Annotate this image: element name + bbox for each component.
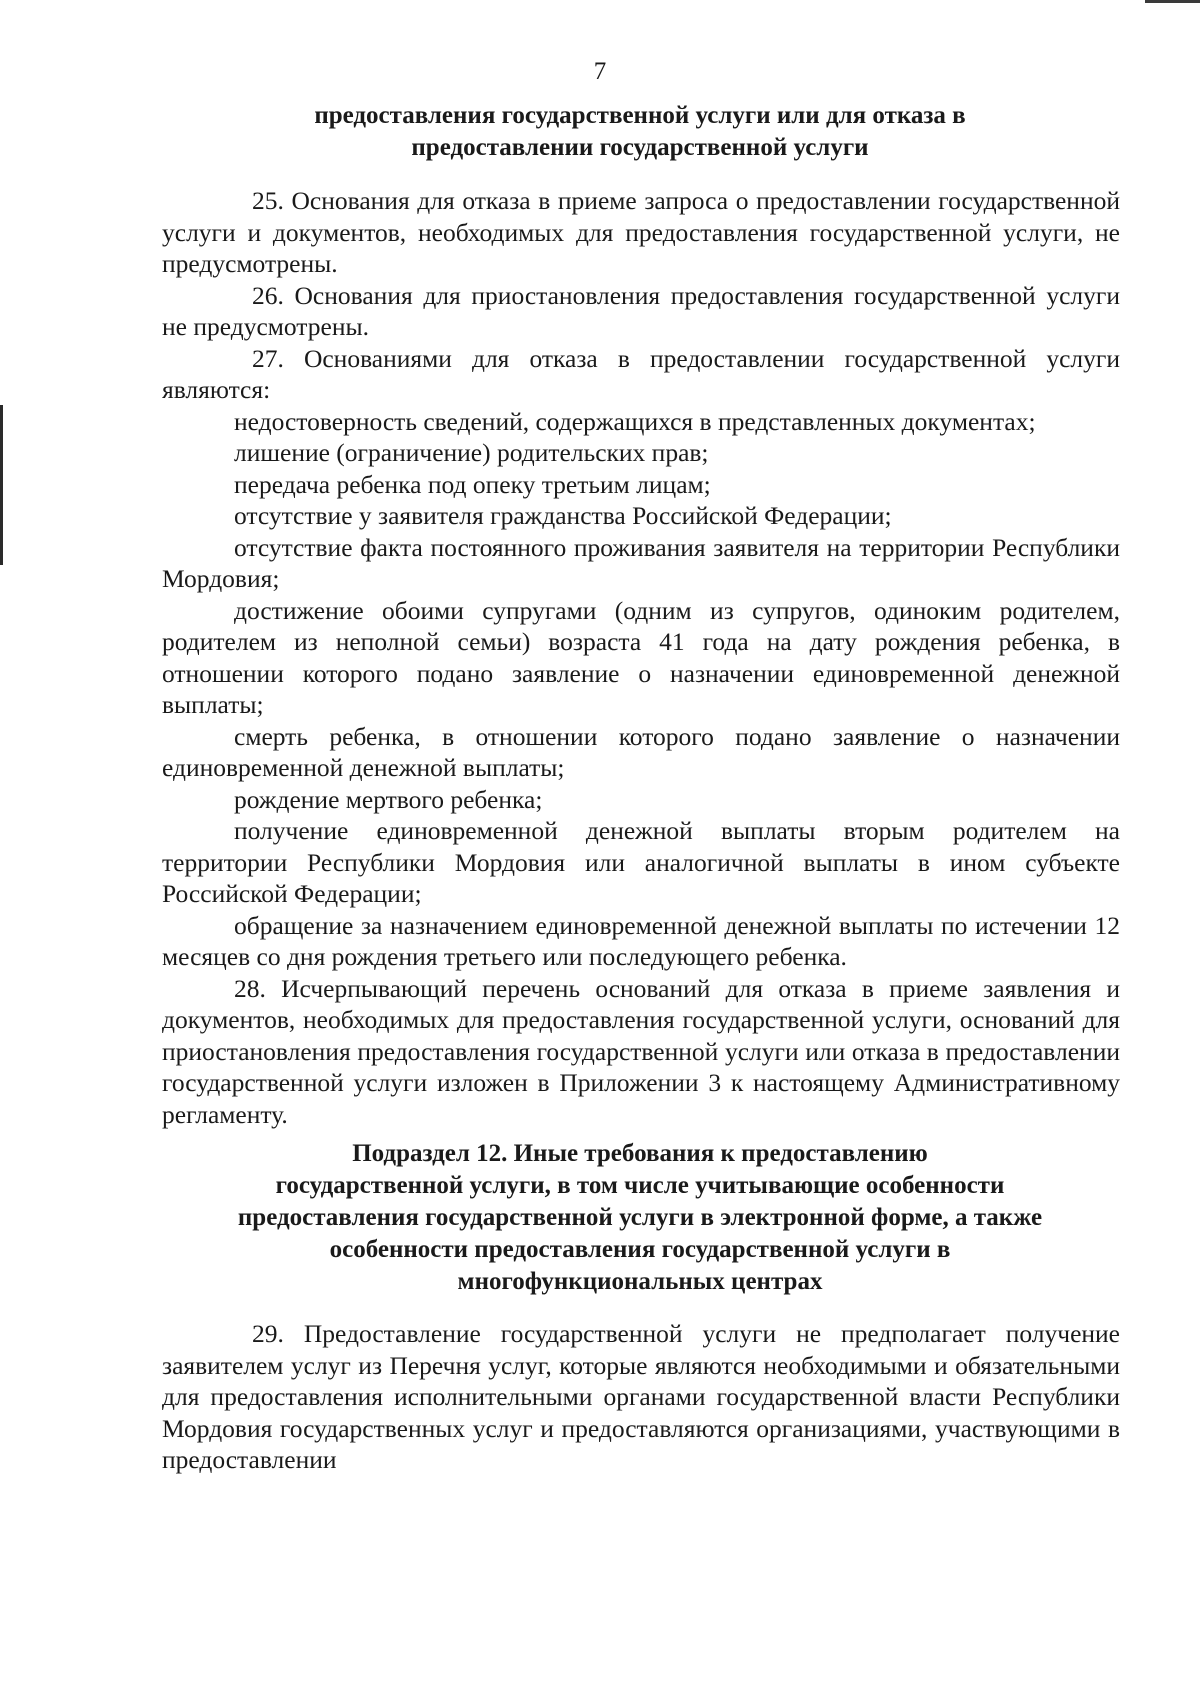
paragraph-29: 29. Предоставление государственной услуги не предполагает получение заявителем услуг из Перечня услуг, которые являются необходимыми и обязательными для предоставления исполнительными органами государственной власти Республики Мордовия государственных услуг и предоставляются организациями, участвующими в предоставлении (162, 1319, 1120, 1474)
list-item: отсутствие факта постоянного проживания заявителя на территории Республики Мордовия; (162, 532, 1120, 593)
list-item: недостоверность сведений, содержащихся в представленных документах; (234, 406, 1036, 436)
heading-line: предоставления государственной услуги или для отказа в (314, 102, 966, 129)
heading-line: государственной услуги, в том числе учитывающие особенности (275, 1172, 1005, 1199)
paragraph-27: 27. Основаниями для отказа в предоставлении государственной услуги являются: (162, 343, 1120, 404)
paragraph-28: 28. Исчерпывающий перечень оснований для отказа в приеме заявления и документов, необходимых для предоставления государственной услуги, оснований для приостановления предоставления государственной услуги или отказа в предоставлении государственной услуги изложен в Приложении 3 к настоящему Административному регламенту. (162, 973, 1120, 1129)
body-text-block (162, 185, 1120, 1130)
body-text-block (162, 1318, 1120, 1476)
heading-line: Подраздел 12. Иные требования к предоставлению (352, 1140, 928, 1167)
heading-line: многофункциональных центрах (457, 1268, 823, 1295)
list-item: смерть ребенка, в отношении которого подано заявление о назначении единовременной денежной выплаты; (162, 721, 1120, 782)
list-item: получение единовременной денежной выплаты вторым родителем на территории Республики Мордовия или аналогичной выплаты в ином субъекте Российской Федерации; (162, 816, 1120, 908)
section-heading (160, 100, 1120, 164)
heading-line: предоставлении государственной услуги (411, 134, 869, 161)
list-item: лишение (ограничение) родительских прав; (234, 438, 709, 467)
heading-line: особенности предоставления государственной услуги в (329, 1236, 951, 1263)
scan-edge-mark (1145, 0, 1200, 3)
list-item: обращение за назначением единовременной денежной выплаты по истечении 12 месяцев со дня рождения третьего или последующего ребенка. (162, 910, 1120, 971)
list-item: передача ребенка под опеку третьим лицам; (234, 469, 711, 499)
list-item: рождение мертвого ребенка; (234, 784, 543, 814)
paragraph-25: 25. Основания для отказа в приеме запроса о предоставлении государственной услуги и документов, необходимых для предоставления государственной услуги, не предусмотрены. (162, 186, 1120, 278)
heading-line: предоставления государственной услуги в электронной форме, а также (237, 1204, 1043, 1231)
scan-edge-mark (0, 405, 3, 565)
list-item: отсутствие у заявителя гражданства Российской Федерации; (234, 501, 892, 530)
list-item: достижение обоими супругами (одним из супругов, одиноким родителем, родителем из неполной семьи) возраста 41 года на дату рождения ребенка, в отношении которого подано заявление о назначении единовременной денежной выплаты; (162, 595, 1120, 719)
page-number: 7 (593, 58, 607, 85)
subsection-heading (160, 1138, 1120, 1298)
paragraph-26: 26. Основания для приостановления предоставления государственной услуги не предусмотрены. (162, 280, 1120, 341)
